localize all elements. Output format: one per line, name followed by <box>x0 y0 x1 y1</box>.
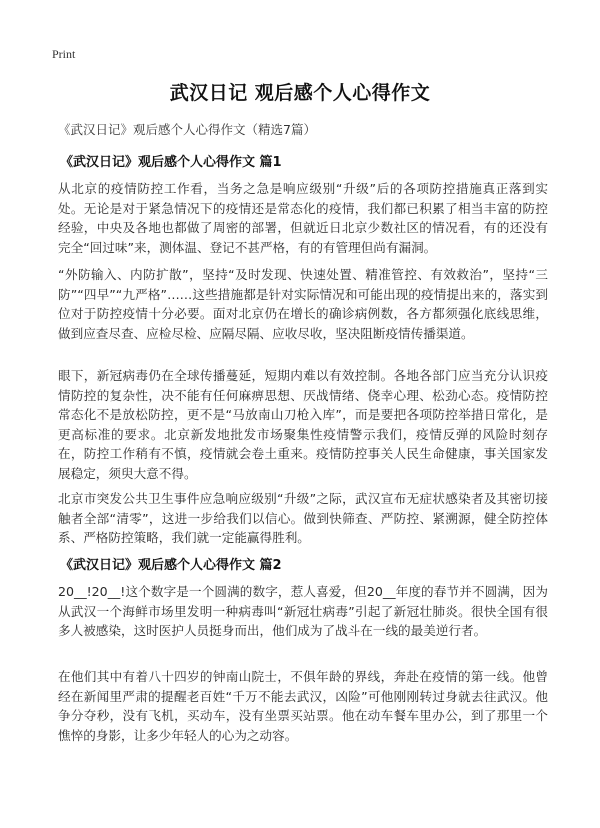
print-link[interactable]: Print <box>52 47 76 61</box>
section-heading-1: 《武汉日记》观后感个人心得作文 篇1 <box>60 155 282 170</box>
paragraph: 20__!20__!这个数字是一个圆满的数字，惹人喜爱，但20__年度的春节并不圆满，因为从武汉一个海鲜市场里发明一种病毒叫“新冠壮病毒”引起了新冠壮肺炎。很快全国有很多人被感染，这时医护人员挺身而出，他们成为了战斗在一线的最美逆行者。 <box>58 584 548 638</box>
paragraph: “外防输入、内防扩散”，坚持“及时发现、快速处置、精准管控、有效救治”，坚持“三防”“四早”“九严格”……这些措施都是针对实际情况和可能出现的疫情提出来的，落实到位对于防控疫情十分必要。面对北京仍在增长的确诊病例数，各方都须强化底线思维，做到应查尽查、应检尽检、应隔尽隔、应收尽收，坚决阻断疫情传播渠道。 <box>58 267 548 341</box>
page-subtitle: 《武汉日记》观后感个人心得作文（精选7篇） <box>58 122 316 137</box>
paragraph: 北京市突发公共卫生事件应急响应级别“升级”之际，武汉宣布无症状感染者及其密切接触者全部“清零”，这进一步给我们以信心。做到快筛查、严防控、紧溯源，健全防控体系、严格防控策略，我们就一定能赢得胜利。 <box>58 491 548 545</box>
paragraph: 眼下，新冠病毒仍在全球传播蔓延，短期内难以有效控制。各地各部门应当充分认识疫情防控的复杂性，决不能有任何麻痹思想、厌战情绪、侥幸心理、松劲心态。疫情防控常态化不是放松防控，更不是“马放南山刀枪入库”，而是要把各项防控举措日常化，是更高标准的要求。北京新发地批发市场聚集性疫情警示我们，疫情反弹的风险时刻存在，防控工作稍有不慎，疫情就会卷土重来。疫情防控事关人民生命健康，事关国家发展稳定，须臾大意不得。 <box>58 368 548 481</box>
page-title: 武汉日记 观后感个人心得作文 <box>169 82 431 104</box>
paragraph: 从北京的疫情防控工作看，当务之急是响应级别“升级”后的各项防控措施真正落到实处。无论是对于紧急情况下的疫情还是常态化的疫情，我们都已积累了相当丰富的防控经验，中央及各地也都做了周密的部署，但就近日北京少数社区的情况看，有的还没有完全“回过味”来，测体温、登记不甚严格，有的有管理但尚有漏洞。 <box>58 181 548 255</box>
paragraph: 在他们其中有着八十四岁的钟南山院士，不俱年龄的界线，奔赴在疫情的第一线。他曾经在新闻里严肃的提醒老百姓“千万不能去武汉，凶险”可他刚刚转过身就去往武汉。他争分夺秒，没有飞机，买动车，没有坐票买站票。他在动车餐车里办公，到了那里一个憔悴的身影，让多少年轻人的心为之动容。 <box>58 669 548 743</box>
section-heading-2: 《武汉日记》观后感个人心得作文 篇2 <box>60 558 282 573</box>
